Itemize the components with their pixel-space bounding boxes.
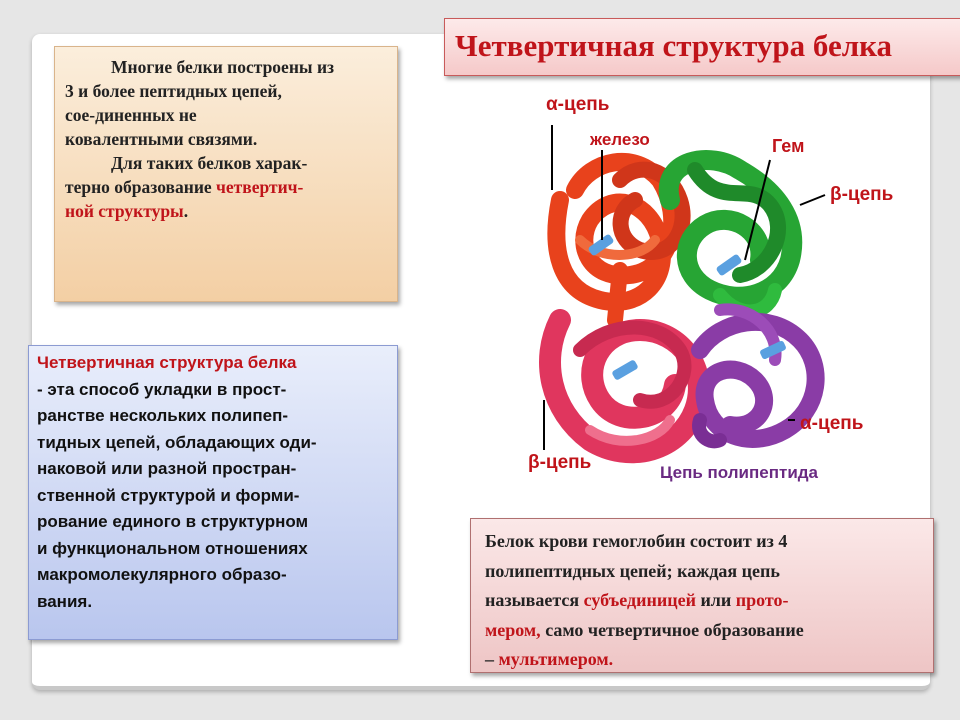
intro-line-5: Для таких белков харак- xyxy=(111,153,308,173)
blood-line-2: полипептидных цепей; каждая цепь xyxy=(485,560,780,581)
intro-end: . xyxy=(183,201,189,221)
label-polypeptide: Цепь полипептида xyxy=(660,463,819,482)
page-title: Четвертичная структура белка xyxy=(455,28,893,63)
blood-line-3-c: или xyxy=(695,590,736,610)
label-alpha-bottom: α-цепь xyxy=(800,413,864,434)
label-beta-bottom: β-цепь xyxy=(528,452,592,473)
blood-term-subunit: субъединицей xyxy=(583,590,696,610)
definition-lead: Четвертичная структура белка xyxy=(37,353,297,372)
label-iron: железо xyxy=(590,130,650,149)
blood-line-3 xyxy=(485,586,919,616)
hemoglobin-illustration xyxy=(520,90,920,500)
blood-line-5 xyxy=(485,645,919,675)
blood-line-4 xyxy=(485,616,919,646)
definition-line-9: вания. xyxy=(37,591,93,611)
title-box xyxy=(444,18,960,76)
definition-box xyxy=(28,345,398,640)
beta-chain-top-shape xyxy=(669,160,793,311)
label-alpha-top: α-цепь xyxy=(546,94,610,115)
blood-term-multimer: мультимером. xyxy=(498,649,614,669)
hemoglobin-figure xyxy=(520,90,920,500)
blood-line-4-b: само четвертичное образование xyxy=(540,619,804,640)
definition-line-7: и функциональном отношениях xyxy=(37,538,308,558)
heme-3-icon xyxy=(611,359,639,381)
intro-line-3: сое-диненных не xyxy=(65,105,197,125)
definition-line-4: наковой или разной простран- xyxy=(37,459,297,478)
definition-line-6: рование единого в структурном xyxy=(37,512,309,531)
blood-line-3-a: называется xyxy=(485,590,584,610)
alpha-chain-bottom-shape xyxy=(699,309,816,441)
definition-line-3: тидных цепей, обладающих оди- xyxy=(37,432,317,452)
intro-line-1: Многие белки построены из xyxy=(111,57,335,77)
intro-highlight-1: четвертич- xyxy=(216,177,304,197)
intro-line-6 xyxy=(65,175,387,199)
definition-line-5: ственной структурой и форми- xyxy=(37,485,300,505)
intro-line-2: 3 и более пептидных цепей, xyxy=(65,81,282,101)
blood-term-protomer-1: прото- xyxy=(735,590,789,610)
blood-term-protomer-2: мером, xyxy=(485,619,541,640)
definition-line-8: макромолекулярного образо- xyxy=(37,565,287,584)
intro-line-7 xyxy=(65,199,387,223)
blood-line-1: Белок крови гемоглобин состоит из 4 xyxy=(485,531,788,551)
label-heme: Гем xyxy=(772,136,805,156)
pointer-beta-right xyxy=(800,195,825,205)
definition-line-2: ранстве нескольких полипеп- xyxy=(37,406,289,425)
hemoglobin-text-box xyxy=(470,518,934,673)
blood-line-5-a: – xyxy=(485,649,499,669)
intro-highlight-2: ной структуры xyxy=(65,201,184,221)
label-beta-right: β-цепь xyxy=(830,184,894,205)
definition-line-1: - эта способ укладки в прост- xyxy=(37,379,287,399)
intro-line-6-text: терно образование xyxy=(65,177,217,197)
beta-chain-bottom-shape xyxy=(550,320,699,452)
intro-text-box xyxy=(54,46,398,302)
intro-line-4: ковалентными связями. xyxy=(65,129,258,149)
